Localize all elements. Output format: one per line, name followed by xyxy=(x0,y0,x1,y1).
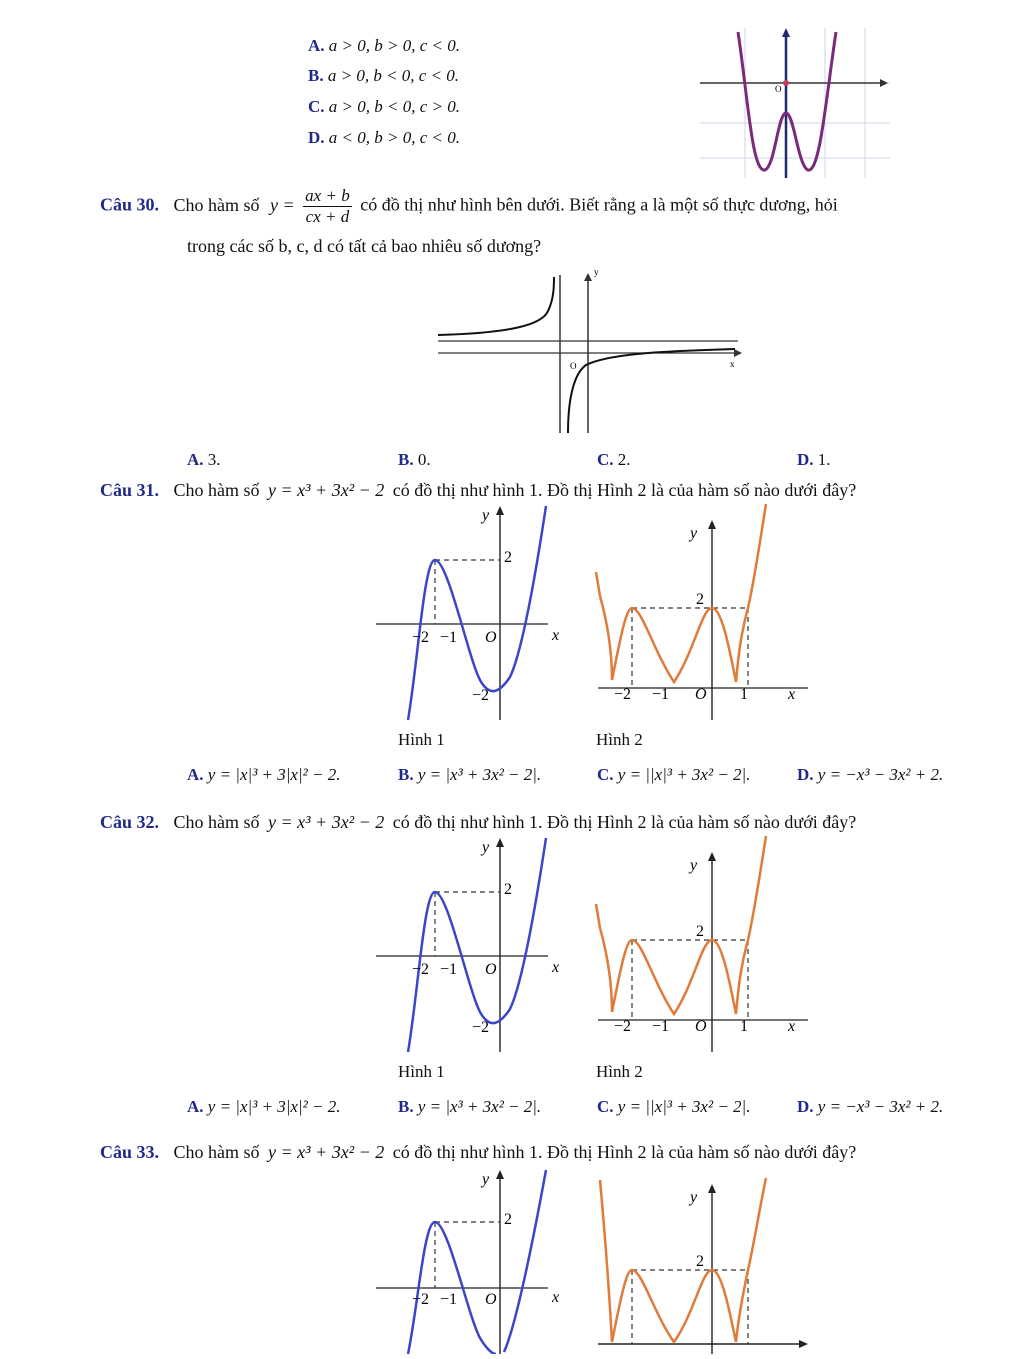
svg-text:−1: −1 xyxy=(652,1018,670,1035)
svg-text:y: y xyxy=(482,507,490,524)
hinh2-graph xyxy=(596,504,808,720)
q32-stem: Câu 32. Cho hàm số y = x³ + 3x² − 2 có đồ thị như hình 1. Đồ thị Hình 2 là của hàm số nào dưới đây? xyxy=(100,812,857,832)
svg-text:2: 2 xyxy=(504,549,512,566)
svg-text:O: O xyxy=(695,1018,707,1035)
q30-option-b[interactable]: B. 0. xyxy=(398,450,431,469)
q29-option-a[interactable]: A. a > 0, b > 0, c < 0. xyxy=(308,36,460,55)
q29-option-d[interactable]: D. a < 0, b > 0, c < 0. xyxy=(308,128,460,147)
figure-hinh1-hinh2-cropped xyxy=(370,1166,810,1354)
q32-option-d[interactable]: D. y = −x³ − 3x² + 2. xyxy=(797,1097,944,1116)
q30-option-c[interactable]: C. 2. xyxy=(597,450,631,469)
svg-text:−1: −1 xyxy=(440,961,458,978)
figure-hinh1-hinh2 xyxy=(370,834,810,1059)
svg-text:1: 1 xyxy=(740,686,748,703)
q31-stem: Câu 31. Cho hàm số y = x³ + 3x² − 2 có đồ thị như hình 1. Đồ thị Hình 2 là của hàm số nào dưới đây? xyxy=(100,480,857,500)
svg-text:−2: −2 xyxy=(614,1018,632,1035)
q31-figures xyxy=(370,502,810,732)
svg-text:O: O xyxy=(570,361,577,371)
q32-option-a[interactable]: A. y = |x|³ + 3|x|² − 2. xyxy=(187,1097,341,1116)
svg-text:−2: −2 xyxy=(472,687,490,704)
svg-text:O: O xyxy=(485,961,497,978)
svg-text:y: y xyxy=(482,1171,490,1188)
svg-text:−1: −1 xyxy=(440,629,458,646)
svg-text:O: O xyxy=(695,686,707,703)
svg-text:x: x xyxy=(552,1289,560,1306)
q32-caption-1: Hình 1 xyxy=(398,1062,445,1081)
q31-caption-1: Hình 1 xyxy=(398,730,445,749)
hinh1-graph xyxy=(376,838,559,1052)
q33-stem: Câu 33. Cho hàm số y = x³ + 3x² − 2 có đồ thị như hình 1. Đồ thị Hình 2 là của hàm số nào dưới đây? xyxy=(100,1142,857,1162)
q32-caption-2: Hình 2 xyxy=(596,1062,643,1081)
q30-stem-line2: trong các số b, c, d có tất cả bao nhiêu số dương? xyxy=(187,236,542,256)
svg-text:−1: −1 xyxy=(652,686,670,703)
svg-text:2: 2 xyxy=(696,591,704,608)
svg-text:2: 2 xyxy=(696,923,704,940)
svg-text:2: 2 xyxy=(504,881,512,898)
svg-text:x: x xyxy=(788,686,796,703)
q29-option-c[interactable]: C. a > 0, b < 0, c > 0. xyxy=(308,97,460,116)
svg-text:y: y xyxy=(690,857,698,874)
svg-text:x: x xyxy=(552,627,560,644)
svg-text:x: x xyxy=(552,959,560,976)
origin-dot xyxy=(783,80,789,86)
hyperbola-right-branch xyxy=(568,349,735,433)
svg-text:2: 2 xyxy=(696,1253,704,1270)
hyperbola-left-branch xyxy=(438,277,554,335)
q30-graph xyxy=(430,265,750,433)
svg-text:O: O xyxy=(485,1291,497,1308)
q30-option-a[interactable]: A. 3. xyxy=(187,450,221,469)
q29-graph xyxy=(700,28,890,178)
q31-option-d[interactable]: D. y = −x³ − 3x² + 2. xyxy=(797,765,944,784)
svg-text:y: y xyxy=(690,525,698,542)
hinh1-graph xyxy=(376,506,559,727)
svg-text:x: x xyxy=(788,1018,796,1035)
svg-text:−2: −2 xyxy=(472,1019,490,1036)
q31-option-c[interactable]: C. y = ||x|³ + 3x² − 2|. xyxy=(597,765,751,784)
q29-option-b[interactable]: B. a > 0, b < 0, c < 0. xyxy=(308,66,460,85)
q31-option-b[interactable]: B. y = |x³ + 3x² − 2|. xyxy=(398,765,542,784)
q33-figures xyxy=(370,1166,810,1359)
q32-option-b[interactable]: B. y = |x³ + 3x² − 2|. xyxy=(398,1097,542,1116)
svg-text:O: O xyxy=(775,84,782,94)
hinh2-graph xyxy=(598,1178,808,1354)
q31-option-a[interactable]: A. y = |x|³ + 3|x|² − 2. xyxy=(187,765,341,784)
q32-figures xyxy=(370,834,810,1064)
hinh1-graph xyxy=(376,1170,559,1354)
svg-text:−2: −2 xyxy=(412,961,430,978)
hinh2-graph xyxy=(596,836,808,1052)
svg-text:−1: −1 xyxy=(440,1291,458,1308)
q30-option-d[interactable]: D. 1. xyxy=(797,450,831,469)
svg-text:1: 1 xyxy=(740,1018,748,1035)
svg-text:y: y xyxy=(690,1189,698,1206)
svg-text:y: y xyxy=(482,839,490,856)
svg-text:y: y xyxy=(594,267,599,277)
figure-hinh1-hinh2 xyxy=(370,502,810,727)
svg-text:O: O xyxy=(485,629,497,646)
svg-text:−2: −2 xyxy=(412,1291,430,1308)
svg-text:2: 2 xyxy=(504,1211,512,1228)
q30-stem: Câu 30. Cho hàm số y = $\frac{ax + b}{cx + d}$ có đồ thị như hình bên dưới. Biết rằng a là một số thực dương, hỏi xyxy=(100,186,838,226)
q32-option-c[interactable]: C. y = ||x|³ + 3x² − 2|. xyxy=(597,1097,751,1116)
svg-text:x: x xyxy=(730,359,735,369)
q31-caption-2: Hình 2 xyxy=(596,730,643,749)
svg-text:−2: −2 xyxy=(614,686,632,703)
svg-text:−2: −2 xyxy=(412,629,430,646)
q30-fraction: $\frac{ax + b}{cx + d}$ xyxy=(305,186,350,226)
